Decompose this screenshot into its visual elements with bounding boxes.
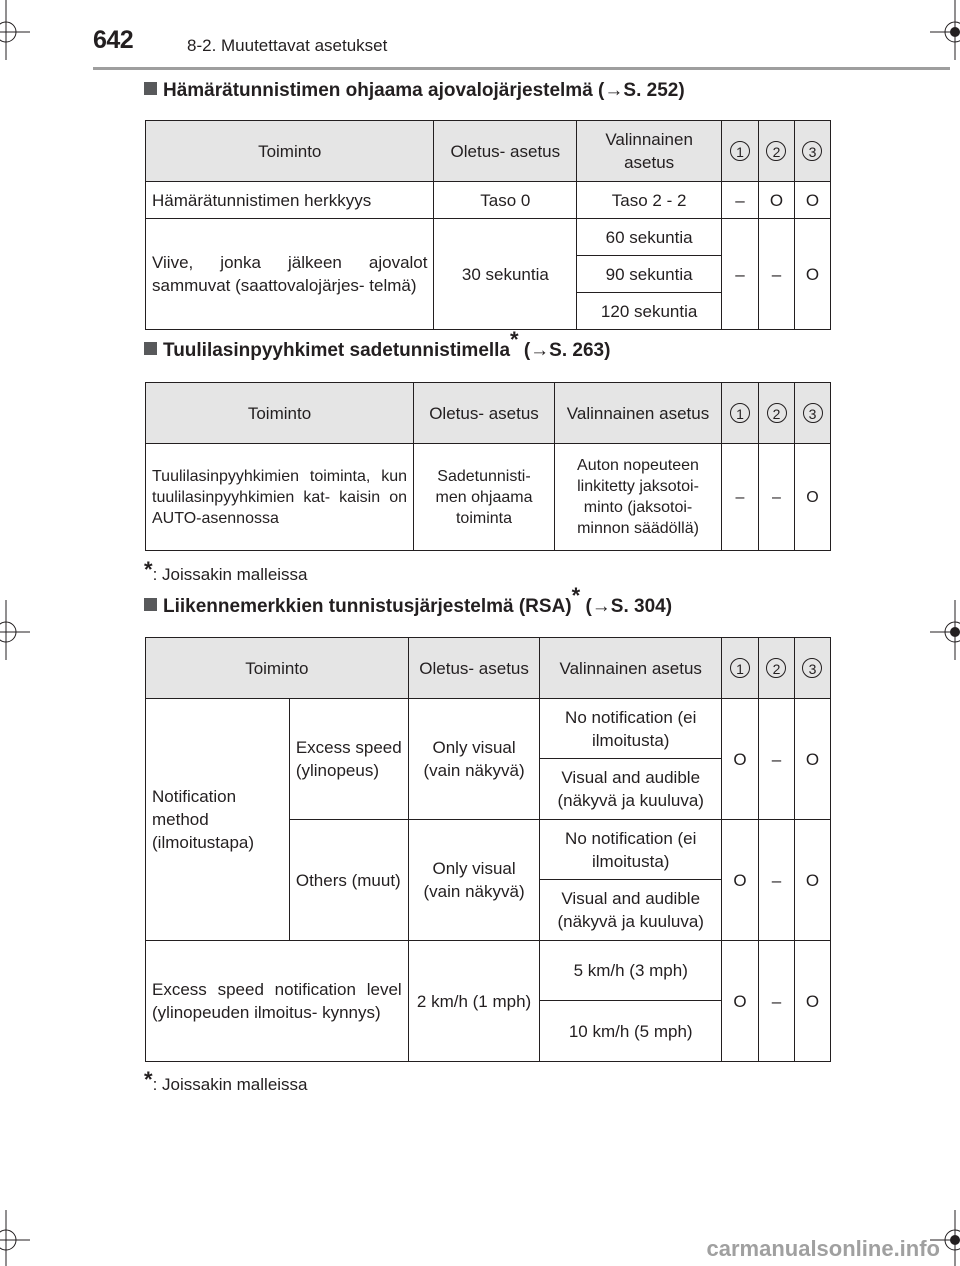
col-optional: Valinnainen asetus xyxy=(555,383,722,444)
col-3: 3 xyxy=(794,638,830,699)
col-default: Oletus- asetus xyxy=(434,121,577,182)
col-optional: Valinnainen asetus xyxy=(540,638,722,699)
footnote: *: Joissakin malleissa xyxy=(144,557,308,584)
table-row: 10 km/h (5 mph) xyxy=(146,1001,831,1062)
col-default: Oletus- asetus xyxy=(408,638,540,699)
table-row: 120 sekuntia xyxy=(146,293,831,330)
col-2: 2 xyxy=(758,121,794,182)
watermark: carmanualsonline.info xyxy=(706,1236,940,1261)
col-1: 1 xyxy=(722,383,759,444)
table-row: Others (muut) Only visual (vain näkyvä) No notification (ei ilmoitusta) O – O xyxy=(146,820,831,880)
section-title-rain-sensor: Tuulilasinpyyhkimet sadetunnistimella* (→S. 263) xyxy=(144,340,610,362)
col-function: Toiminto xyxy=(146,638,409,699)
table-row: 90 sekuntia xyxy=(146,256,831,293)
table-row: Hämärätunnistimen herkkyys Taso 0 Taso 2 - 2 – O O xyxy=(146,182,831,219)
table-row: Notification method (ilmoitustapa) Excess speed (ylinopeus) Only visual (vain näkyvä) No notification (ei ilmoitusta) O – O xyxy=(146,699,831,759)
col-function: Toiminto xyxy=(146,121,434,182)
col-2: 2 xyxy=(758,638,794,699)
table-row: Tuulilasinpyyhkimien toiminta, kun tuulilasinpyyhkimien kat- kaisin on AUTO-asennossa Sadetunnisti- men ohjaama toiminta Auton nopeuteen linkitetty jaksotoi- minto (jaksotoi- minnon säädöllä) – – O xyxy=(146,444,831,551)
table-row: Excess speed notification level (ylinopeuden ilmoitus- kynnys) 2 km/h (1 mph) 5 km/h (3 mph) O – O xyxy=(146,941,831,1001)
section-title-twilight-sensor: Hämärätunnistimen ohjaama ajovalojärjestelmä (→S. 252) xyxy=(144,80,685,102)
table-row: Viive, jonka jälkeen ajovalot sammuvat (saattovalojärjes- telmä) 30 sekuntia 60 sekuntia – – O xyxy=(146,219,831,256)
col-function: Toiminto xyxy=(146,383,414,444)
table-row: Visual and audible (näkyvä ja kuuluva) xyxy=(146,759,831,820)
col-3: 3 xyxy=(794,121,830,182)
col-1: 1 xyxy=(722,121,759,182)
col-3: 3 xyxy=(795,383,831,444)
section-title-rsa: Liikennemerkkien tunnistusjärjestelmä (RSA)* (→S. 304) xyxy=(144,596,672,618)
page-number: 642 xyxy=(93,26,134,54)
col-default: Oletus- asetus xyxy=(414,383,555,444)
col-1: 1 xyxy=(722,638,759,699)
footnote: *: Joissakin malleissa xyxy=(144,1067,308,1094)
col-optional: Valinnainen asetus xyxy=(577,121,722,182)
chapter-title: 8-2. Muutettavat asetukset xyxy=(187,36,388,55)
col-2: 2 xyxy=(759,383,795,444)
table-row: Visual and audible (näkyvä ja kuuluva) xyxy=(146,880,831,941)
